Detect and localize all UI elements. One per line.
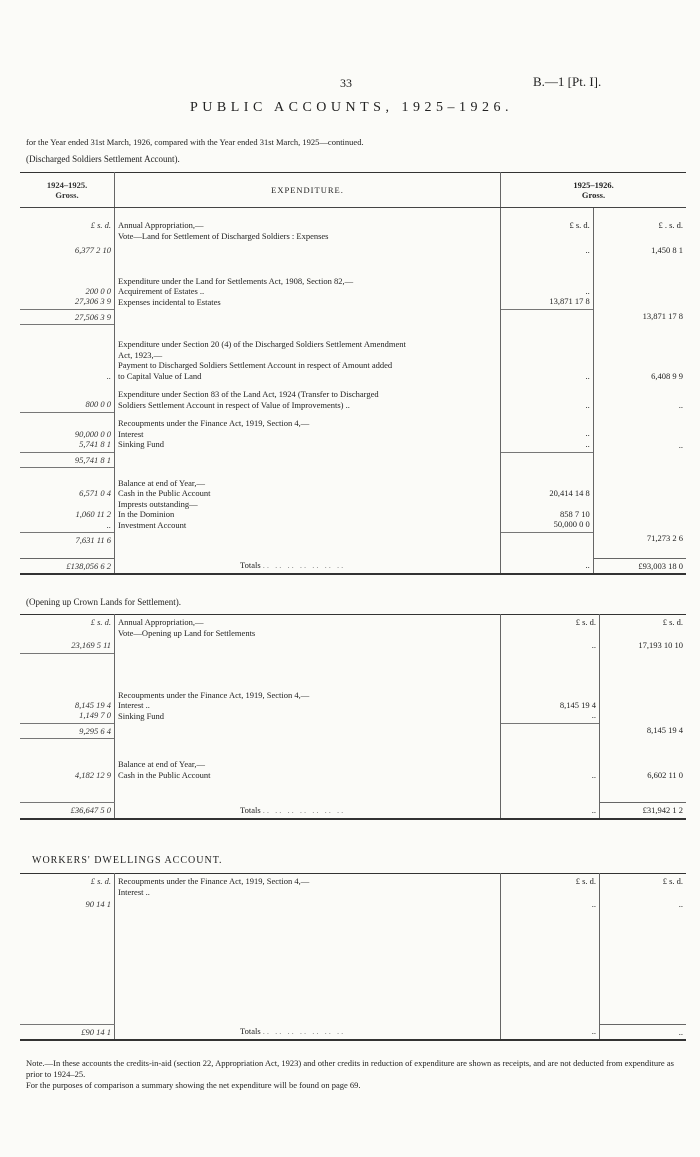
discharged-soldiers-table: 1924–1925. Gross. EXPENDITURE. 1925–1926. Gross. £ s. d. Annual Appropriation,— Vote—Land for Settlement of Discharged Soldiers : Expenses £ s. d. £ . s. d. 6,377 2 10 .. 1,450 8 1 200 0 0 27,306 3 9 Expenditure under the Land for Settlements Act, 1908, Section 82,— Acquirement of Estates .. Expenses incidental to Estates .. 13,871 17 8 27,506 3 9 13,871 17 8 .. Expenditure under Section 20 (4) of the Discharged Soldiers Settlement Amendment Act, 1923,— Payment to Discharged Soldiers Settlement Account in respect of Amount added to Capital Value of Land .. 6,408 9 9 800 0 0 Expenditure under Section 83 of the Land Act, 1924 (Transfer to Discharged Soldiers Settlement Account in respect of Value of Improvements) .. .. .. 90,000 0 0 5,741 8 1 Recoupments under the Finance Act, 1919, Section 4,— Interest Sinking Fund .. .. .. 95,741 8 1 6,571 0 4 1,060 11 2 .. Balance at end of Year,— Cash in the Public Account Imprests outstanding— In the Dominion Investment Account 20,414 14 8 858 7 10 50,000 0 0 7,631 11 6 71,273 2 6 £138,056 6 2 Totals .. .. .. .. .. .. .. .. £93,003 18 0	[20, 172, 686, 575]
right-value: 6,602 11 0	[647, 769, 683, 780]
prev-value: 23,169 5 11	[20, 640, 115, 653]
total-left: ..	[501, 1024, 600, 1040]
table-row: Annual Appropriation,— Vote—Land for Settlement of Discharged Soldiers : Expenses	[115, 218, 501, 243]
totals-label: Totals	[240, 804, 261, 815]
header-cur-year: 1925–1926. Gross.	[501, 173, 687, 208]
table-row: Expenditure under the Land for Settlements Act, 1908, Section 82,— Acquirement of Estates .. Expenses incidental to Estates	[115, 274, 501, 310]
prev-subtotal: 95,741 8 1	[20, 452, 115, 468]
table-row: Recoupments under the Finance Act, 1919, Section 4,— Interest ..	[115, 874, 501, 900]
right-value	[593, 274, 686, 310]
prev-total: £36,647 5 0	[20, 803, 115, 819]
header-prev-year: 1924–1925. Gross.	[20, 173, 115, 208]
left-value: 20,414 14 8 858 7 10 50,000 0 0	[501, 468, 594, 533]
currency-left: £ s. d.	[501, 218, 594, 243]
left-value: ..	[501, 640, 600, 653]
prev-value: 800 0 0	[20, 383, 115, 412]
page-title: PUBLIC ACCOUNTS, 1925–1926.	[190, 100, 513, 115]
total-right: £93,003 18 0	[593, 558, 686, 574]
right-value: ..	[678, 899, 683, 909]
workers-dwellings-table: £ s. d. Recoupments under the Finance Act, 1919, Section 4,— Interest .. £ s. d. £ s. d. 90 14 1 .. .. £90 14 1 Totals .. .. .. .. .. .. .. .. ..	[20, 873, 686, 1041]
prev-value: 90,000 0 0 5,741 8 1	[20, 412, 115, 452]
right-value: 6,408 9 9	[651, 370, 683, 381]
prev-value: 6,571 0 4 1,060 11 2 ..	[20, 468, 115, 533]
table-row: Annual Appropriation,— Vote—Opening up Land for Settlements	[115, 615, 501, 641]
total-left: ..	[501, 558, 594, 574]
total-right: £31,942 1 2	[600, 803, 687, 819]
right-value: 17,193 10 10	[638, 640, 683, 650]
crown-lands-table: £ s. d. Annual Appropriation,— Vote—Opening up Land for Settlements £ s. d. £ s. d. 23,169 5 11 .. 17,193 10 10 8,145 19 4 1,149 7 0 Recoupments under the Finance Act, 1919, Section 4,— Interest .. Sinking Fund 8,145 19 4 .. 9,295 6 4 8,145 19 4 4,182 12 9 Balance at end of Year,— Cash in the Public Account .. 6,602 11 0 £36,647 5 0 Totals .. .. .. .. .. .. .. .. £31,942 1 2	[20, 614, 686, 820]
total-left: ..	[501, 803, 600, 819]
left-value: ..	[501, 383, 594, 412]
currency-prev: £ s. d.	[20, 615, 115, 641]
prev-value: 200 0 0 27,306 3 9	[20, 274, 115, 310]
prev-value: ..	[20, 337, 115, 383]
left-value: 8,145 19 4 ..	[501, 688, 600, 724]
prev-value: 4,182 12 9	[20, 757, 115, 782]
totals-label: Totals	[240, 560, 261, 570]
currency-prev: £ s. d.	[20, 874, 115, 900]
left-value: ..	[501, 337, 594, 383]
table-row: Expenditure under Section 83 of the Land Act, 1924 (Transfer to Discharged Soldiers Settlement Account in respect of Value of Improvements) ..	[115, 383, 501, 412]
left-value: .. 13,871 17 8	[501, 274, 594, 310]
currency-left: £ s. d.	[501, 615, 600, 641]
currency-right: £ . s. d.	[658, 220, 683, 230]
currency-prev: £ s. d.	[20, 218, 115, 243]
right-value: ..	[678, 399, 683, 410]
left-value: ..	[501, 757, 600, 782]
document-reference: B.—1 [Pt. I].	[533, 74, 602, 89]
table-row: Expenditure under Section 20 (4) of the Discharged Soldiers Settlement Amendment Act, 1923,— Payment to Discharged Soldiers Settlement Account in respect of Amount added to Capital Value of Land	[115, 337, 501, 383]
right-value: 1,450 8 1	[651, 245, 683, 255]
currency-right: £ s. d.	[662, 876, 683, 886]
page-number: 33	[340, 76, 352, 90]
table-row: Recoupments under the Finance Act, 1919, Section 4,— Interest Sinking Fund	[115, 412, 501, 452]
total-right: ..	[600, 1024, 687, 1040]
prev-subtotal: 9,295 6 4	[20, 723, 115, 739]
table-row: Recoupments under the Finance Act, 1919, Section 4,— Interest .. Sinking Fund	[115, 688, 501, 724]
prev-value: 90 14 1	[20, 899, 115, 912]
section-title-discharged: (Discharged Soldiers Settlement Account).	[26, 154, 180, 164]
right-value: 71,273 2 6	[646, 532, 683, 543]
totals-label: Totals	[240, 1026, 261, 1036]
prev-subtotal: 7,631 11 6	[20, 533, 115, 548]
section-title-crown: (Opening up Crown Lands for Settlement).	[26, 597, 181, 607]
prev-total: £138,056 6 2	[20, 558, 115, 574]
right-value: ..	[678, 439, 683, 450]
right-value: 8,145 19 4	[646, 725, 683, 735]
left-value: ..	[501, 899, 600, 912]
prev-total: £90 14 1	[20, 1024, 115, 1040]
prev-value: 8,145 19 4 1,149 7 0	[20, 688, 115, 724]
right-value: 13,871 17 8	[642, 311, 683, 321]
table-row: Balance at end of Year,— Cash in the Public Account Imprests outstanding— In the Dominion Investment Account	[115, 468, 501, 533]
section-title-workers: WORKERS' DWELLINGS ACCOUNT.	[32, 855, 223, 866]
prev-value: 6,377 2 10	[20, 243, 115, 258]
subtitle: for the Year ended 31st March, 1926, compared with the Year ended 31st March, 1925—continued.	[26, 137, 364, 147]
left-value: ..	[501, 243, 594, 258]
left-value: .. ..	[501, 412, 594, 452]
footnote: Note.—In these accounts the credits-in-aid (section 22, Appropriation Act, 1923) and other credits in reduction of expenditure are shown as receipts, and are not deducted from expenditure as prior to 1924–25. For the purposes of comparison a summary showing the net expenditure will be found on page 69.	[26, 1058, 674, 1090]
table-row: Balance at end of Year,— Cash in the Public Account	[115, 757, 501, 782]
currency-left: £ s. d.	[501, 874, 600, 900]
header-expenditure: EXPENDITURE.	[115, 173, 501, 208]
prev-subtotal: 27,506 3 9	[20, 309, 115, 325]
currency-right: £ s. d.	[662, 617, 683, 627]
